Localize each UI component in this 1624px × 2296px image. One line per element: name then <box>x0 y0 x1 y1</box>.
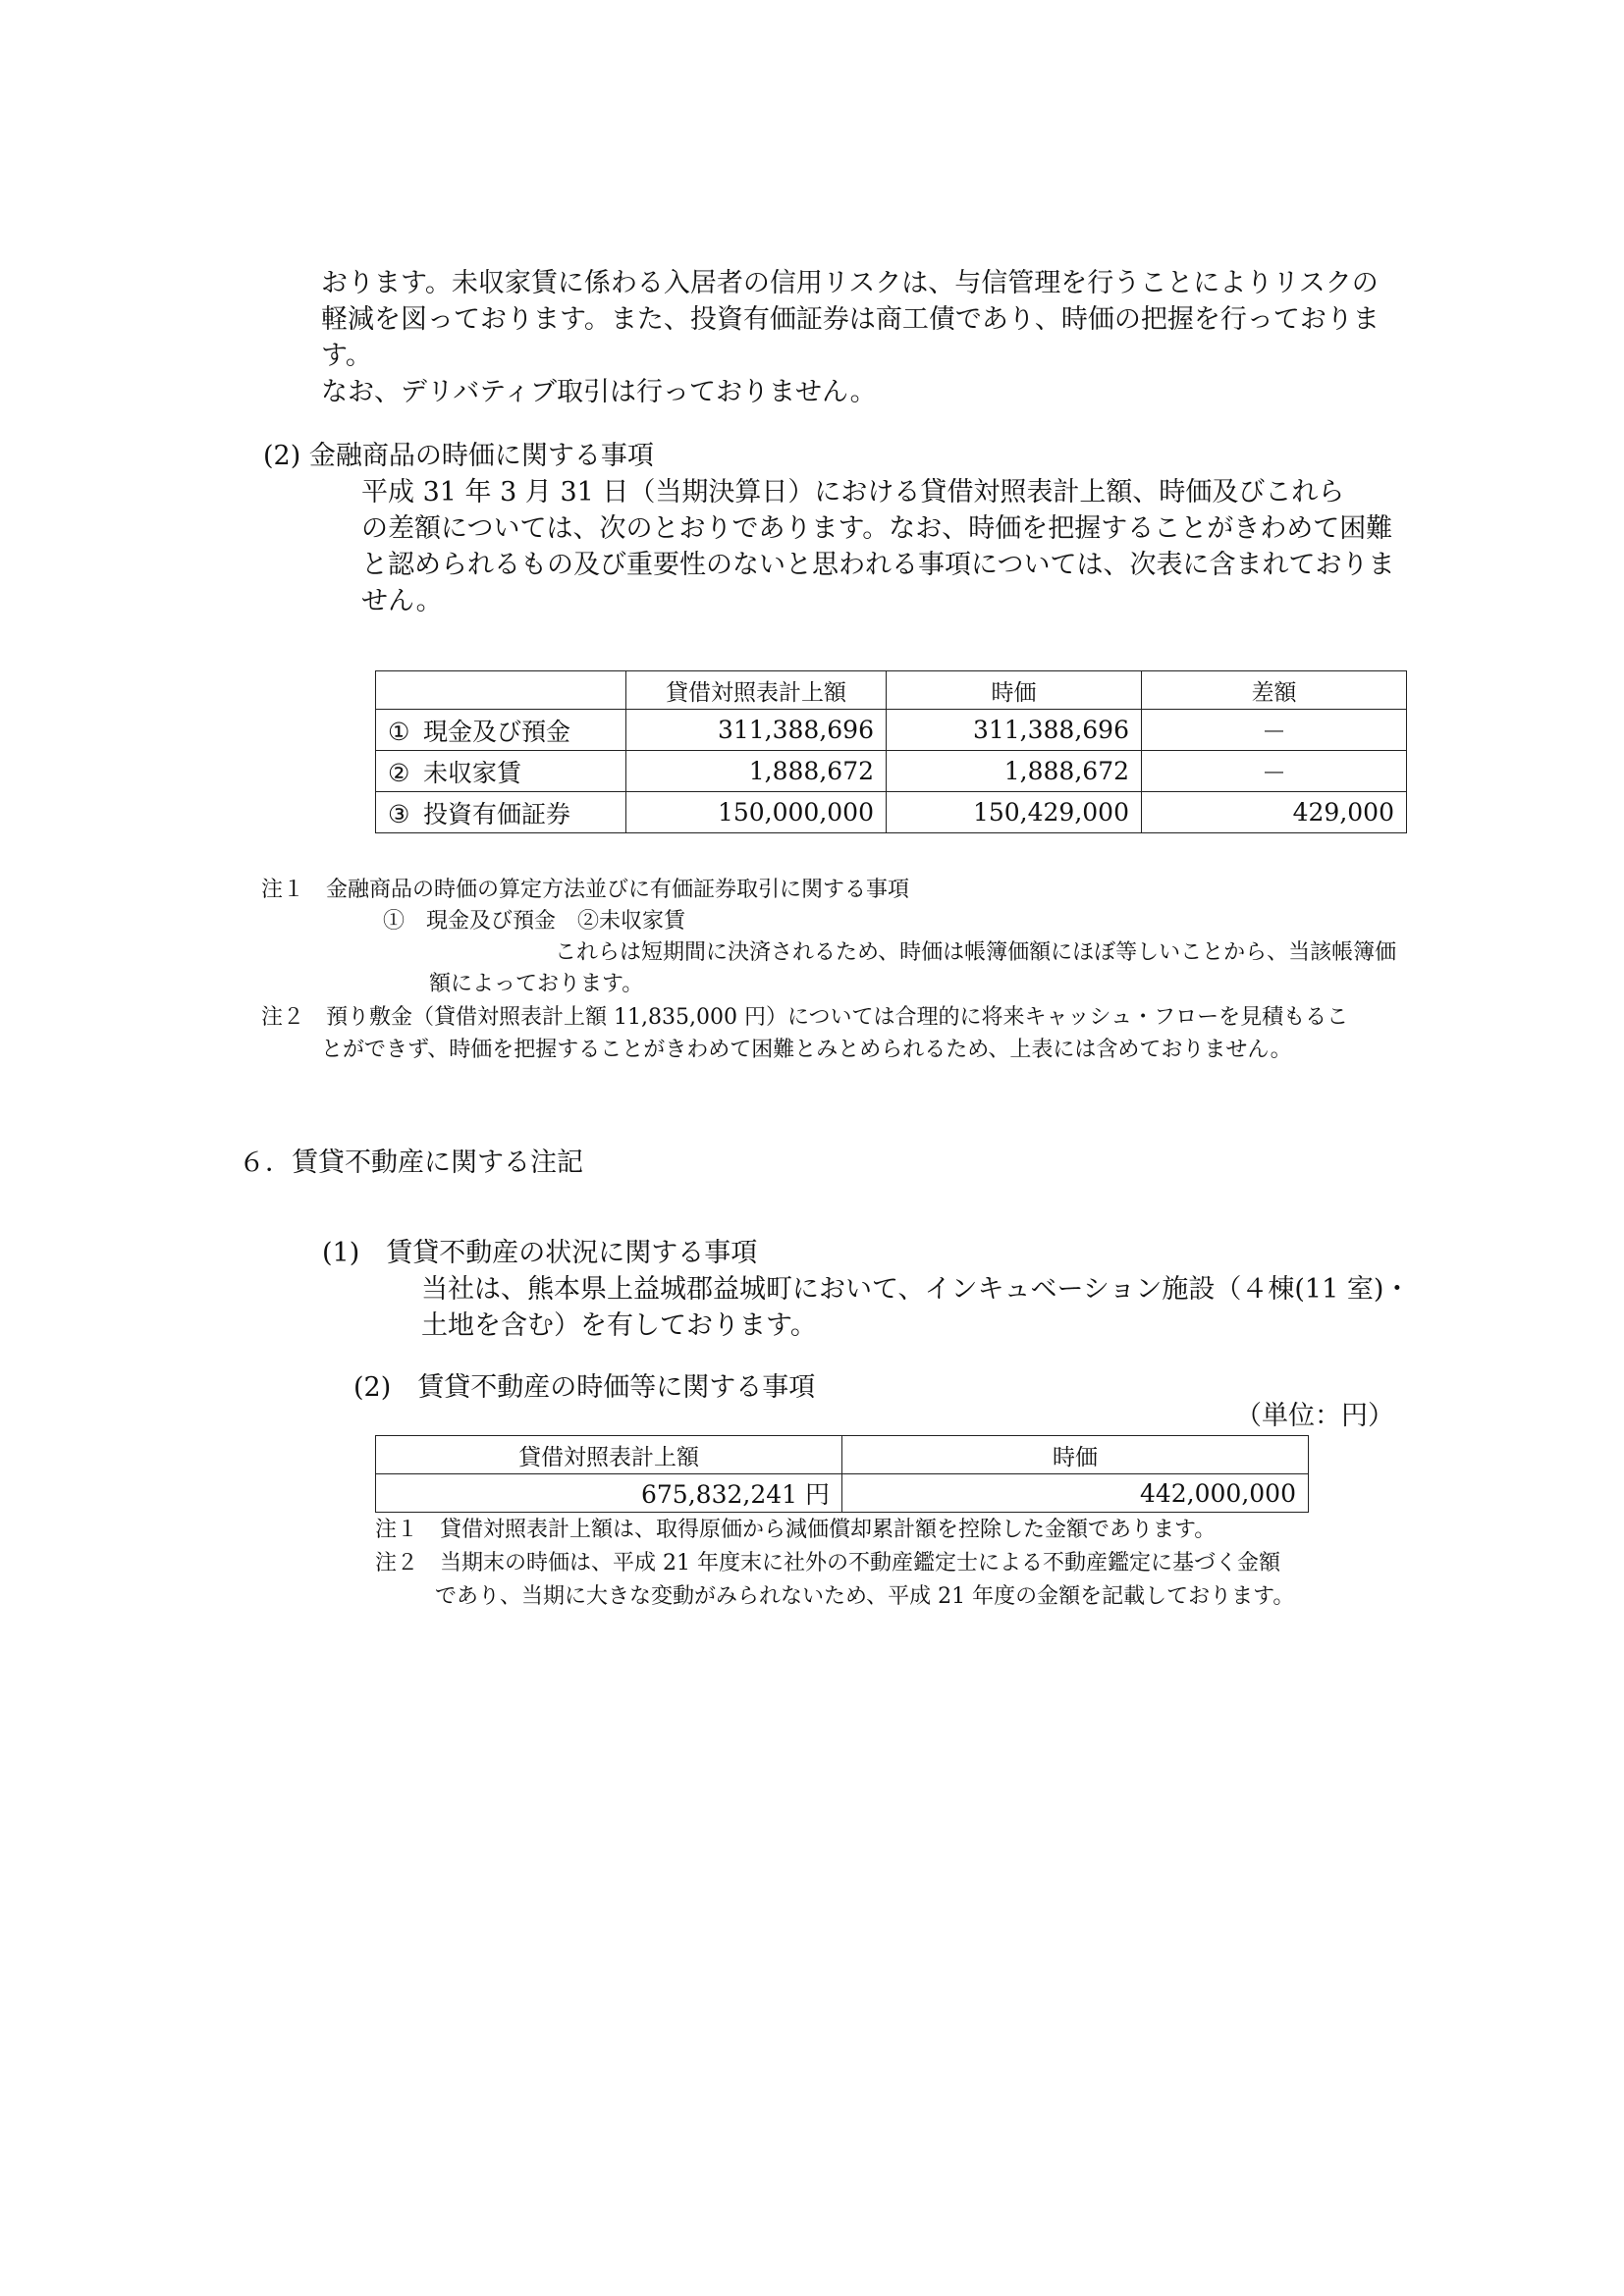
header-book-value: 貸借対照表計上額 <box>626 671 887 710</box>
row-number: ② <box>388 758 410 787</box>
note-2-line-2: とができず、時価を把握することがきわめて困難とみとめられるため、上表には含めておりません。 <box>321 1038 1292 1062</box>
real-estate-table <box>375 1435 1309 1513</box>
section-6-heading: ６．賃貸不動産に関する注記 <box>239 1148 583 1178</box>
row-book-value: 675,832,241 円 <box>376 1474 842 1513</box>
row-label: 現金及び預金 <box>423 717 571 746</box>
intro-line-3: す。 <box>321 341 372 371</box>
intro-line-2: 軽減を図っております。また、投資有価証券は商工債であり、時価の把握を行っておりま <box>321 304 1380 335</box>
row-number: ③ <box>388 799 410 828</box>
header-difference: 差額 <box>1142 671 1407 710</box>
row-book-value: 311,388,696 <box>626 710 887 751</box>
row-book-value: 150,000,000 <box>626 792 887 833</box>
note-1-body-1: これらは短期間に決済されるため、時価は帳簿価額にほぼ等しいことから、当該帳簿価 <box>555 940 1397 965</box>
note-1-sub: ① 現金及び預金 ②未収家賃 <box>383 909 686 934</box>
table-row <box>376 792 1407 833</box>
section-2-line-1: 平成 31 年 3 月 31 日（当期決算日）における貸借対照表計上額、時価及びこれら <box>361 477 1345 507</box>
header-book-value: 貸借対照表計上額 <box>376 1436 842 1474</box>
header-empty <box>376 671 626 710</box>
re-note-1: 注１ 貸借対照表計上額は、取得原価から減価償却累計額を控除した金額であります。 <box>375 1518 1217 1542</box>
row-number: ① <box>388 717 410 746</box>
row-label: 投資有価証券 <box>423 799 571 828</box>
section-6-1-line-2: 土地を含む）を有しております。 <box>421 1310 817 1341</box>
note-1-title: 注１ 金融商品の時価の算定方法並びに有価証券取引に関する事項 <box>261 878 910 902</box>
section-6-2-heading: (2) 賃貸不動産の時価等に関する事項 <box>353 1372 816 1403</box>
row-fair-value: 442,000,000 <box>842 1474 1309 1513</box>
header-fair-value: 時価 <box>842 1436 1309 1474</box>
row-difference: － <box>1142 751 1407 792</box>
section-2-line-3: と認められるもの及び重要性のないと思われる事項については、次表に含まれておりま <box>361 550 1395 580</box>
row-label: 未収家賃 <box>423 758 522 787</box>
header-fair-value: 時価 <box>887 671 1142 710</box>
row-difference: － <box>1142 710 1407 751</box>
financial-instruments-table <box>375 670 1407 833</box>
note-1-body-2: 額によっております。 <box>429 972 644 996</box>
row-fair-value: 311,388,696 <box>887 710 1142 751</box>
unit-label: （単位：円） <box>1235 1401 1394 1431</box>
table-row <box>376 710 1407 751</box>
section-6-1-line-1: 当社は、熊本県上益城郡益城町において、インキュベーション施設（４棟(11 室)・ <box>421 1274 1411 1305</box>
section-6-1-heading: (1) 賃貸不動産の状況に関する事項 <box>322 1238 758 1268</box>
row-book-value: 1,888,672 <box>626 751 887 792</box>
table-row <box>376 751 1407 792</box>
intro-line-1: おります。未収家賃に係わる入居者の信用リスクは、与信管理を行うことによりリスクの <box>321 268 1379 298</box>
table-header-row <box>376 671 1407 710</box>
section-2-line-4: せん。 <box>361 586 443 616</box>
section-2-heading: (2) 金融商品の時価に関する事項 <box>263 441 654 471</box>
table-row <box>376 1474 1309 1513</box>
intro-line-4: なお、デリバティブ取引は行っておりません。 <box>321 377 877 407</box>
re-note-2-line-1: 注２ 当期末の時価は、平成 21 年度末に社外の不動産鑑定士による不動産鑑定に基づく金額 <box>375 1551 1280 1575</box>
section-2-line-2: の差額については、次のとおりであります。なお、時価を把握することがきわめて困難 <box>361 513 1393 544</box>
row-fair-value: 1,888,672 <box>887 751 1142 792</box>
re-note-2-line-2: であり、当期に大きな変動がみられないため、平成 21 年度の金額を記載しております。 <box>435 1584 1295 1609</box>
note-2-line-1: 注２ 預り敷金（貸借対照表計上額 11,835,000 円）については合理的に将来キャッシュ・フローを見積もるこ <box>261 1005 1349 1030</box>
row-difference: 429,000 <box>1142 792 1407 833</box>
row-fair-value: 150,429,000 <box>887 792 1142 833</box>
table-header-row <box>376 1436 1309 1474</box>
